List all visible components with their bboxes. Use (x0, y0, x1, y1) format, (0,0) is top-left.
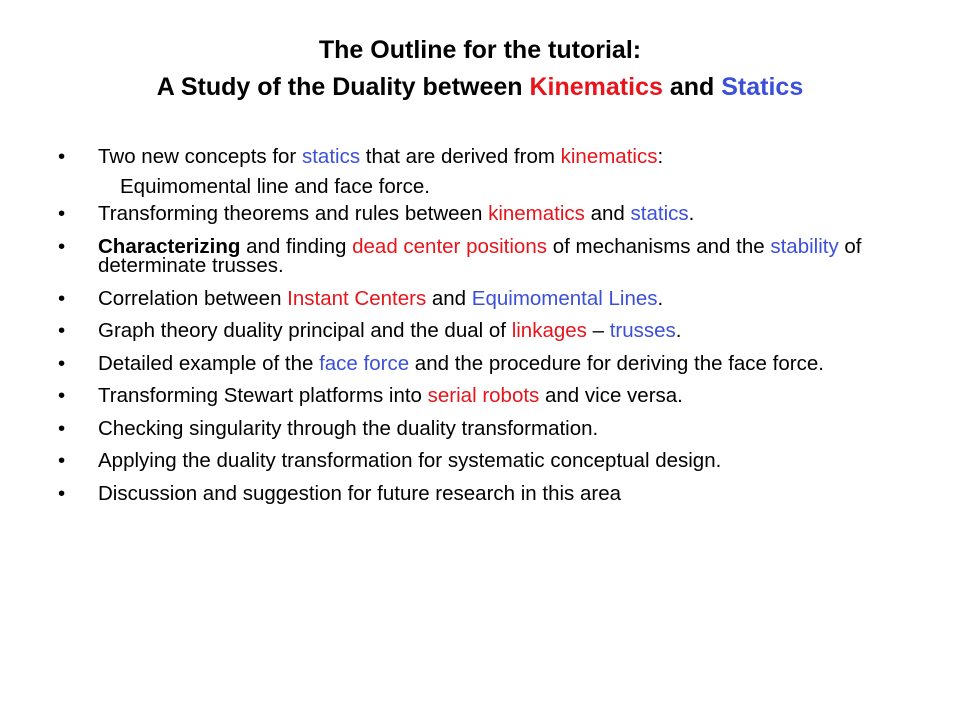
bullet-text: : (657, 145, 664, 168)
bullet-icon: • (58, 416, 66, 440)
bullet-icon: • (58, 234, 66, 258)
bullet-text: Graph theory duality principal and the dual of (98, 319, 512, 342)
keyword-trusses: trusses (609, 319, 676, 342)
bullet-item-correlation (58, 286, 918, 310)
bullet-text: and finding (240, 234, 353, 258)
bullet-text: and vice versa. (539, 384, 683, 407)
keyword-statics: statics (630, 202, 689, 225)
title-text: A Study of the Duality between (156, 73, 530, 101)
bullet-text: Two new concepts for (98, 145, 302, 168)
bullet-text: – (586, 319, 610, 342)
keyword-equimomental-lines: Equimomental Lines (471, 286, 658, 310)
keyword-characterizing: Characterizing (98, 234, 241, 258)
keyword-kinematics: kinematics (560, 145, 658, 168)
bullet-subline: Equimomental line and face force. (120, 174, 430, 198)
keyword-kinematics: kinematics (488, 202, 585, 225)
title-text: and (662, 73, 722, 101)
bullet-text: Correlation between (98, 286, 288, 310)
bullet-item-graph-theory (58, 321, 918, 341)
slide-title (40, 32, 920, 106)
bullet-item-stewart-platforms (58, 386, 918, 406)
title-kinematics: Kinematics (529, 73, 663, 101)
bullet-icon: • (58, 449, 66, 472)
bullet-item-discussion (58, 481, 918, 505)
bullet-text: of determinate trusses. (98, 234, 862, 277)
title-statics: Statics (721, 73, 804, 101)
bullet-text: . (657, 286, 664, 310)
bullet-text: Transforming Stewart platforms into (98, 384, 428, 407)
bullet-icon: • (58, 481, 66, 505)
keyword-instant-centers: Instant Centers (287, 286, 427, 310)
bullet-text: Detailed example of the (98, 351, 320, 375)
bullet-text: and the procedure for deriving the face force. (409, 351, 824, 375)
keyword-linkages: linkages (511, 319, 587, 342)
bullet-item-new-concepts (58, 147, 918, 196)
title-line-2 (40, 69, 920, 106)
bullet-text: Discussion and suggestion for future research in this area (98, 481, 622, 505)
bullet-icon: • (58, 384, 66, 407)
bullet-text: . (688, 202, 695, 225)
bullet-icon: • (58, 286, 66, 310)
bullet-item-characterizing (58, 234, 918, 277)
bullet-text: and (584, 202, 631, 225)
bullet-icon: • (58, 202, 66, 225)
keyword-stability: stability (770, 234, 839, 258)
title-line-1: The Outline for the tutorial: (318, 36, 642, 64)
bullet-text: Applying the duality transformation for systematic conceptual design. (98, 449, 722, 472)
keyword-dead-center: dead center positions (352, 234, 547, 258)
bullet-list (58, 147, 918, 516)
bullet-item-transforming-theorems (58, 204, 918, 224)
bullet-icon: • (58, 319, 66, 342)
keyword-face-force: face force (319, 351, 410, 375)
bullet-text: that are derived from (360, 145, 561, 168)
bullet-icon: • (58, 351, 66, 375)
bullet-text: Transforming theorems and rules between (98, 202, 489, 225)
bullet-text: . (675, 319, 682, 342)
bullet-item-conceptual-design (58, 451, 918, 471)
keyword-statics: statics (301, 145, 361, 168)
bullet-icon: • (58, 145, 66, 168)
keyword-serial-robots: serial robots (427, 384, 540, 407)
bullet-text: and (426, 286, 472, 310)
bullet-text: Checking singularity through the duality transformation. (98, 416, 599, 440)
bullet-item-detailed-example (58, 351, 918, 375)
bullet-text: of mechanisms and the (547, 234, 771, 258)
bullet-item-singularity (58, 416, 918, 440)
